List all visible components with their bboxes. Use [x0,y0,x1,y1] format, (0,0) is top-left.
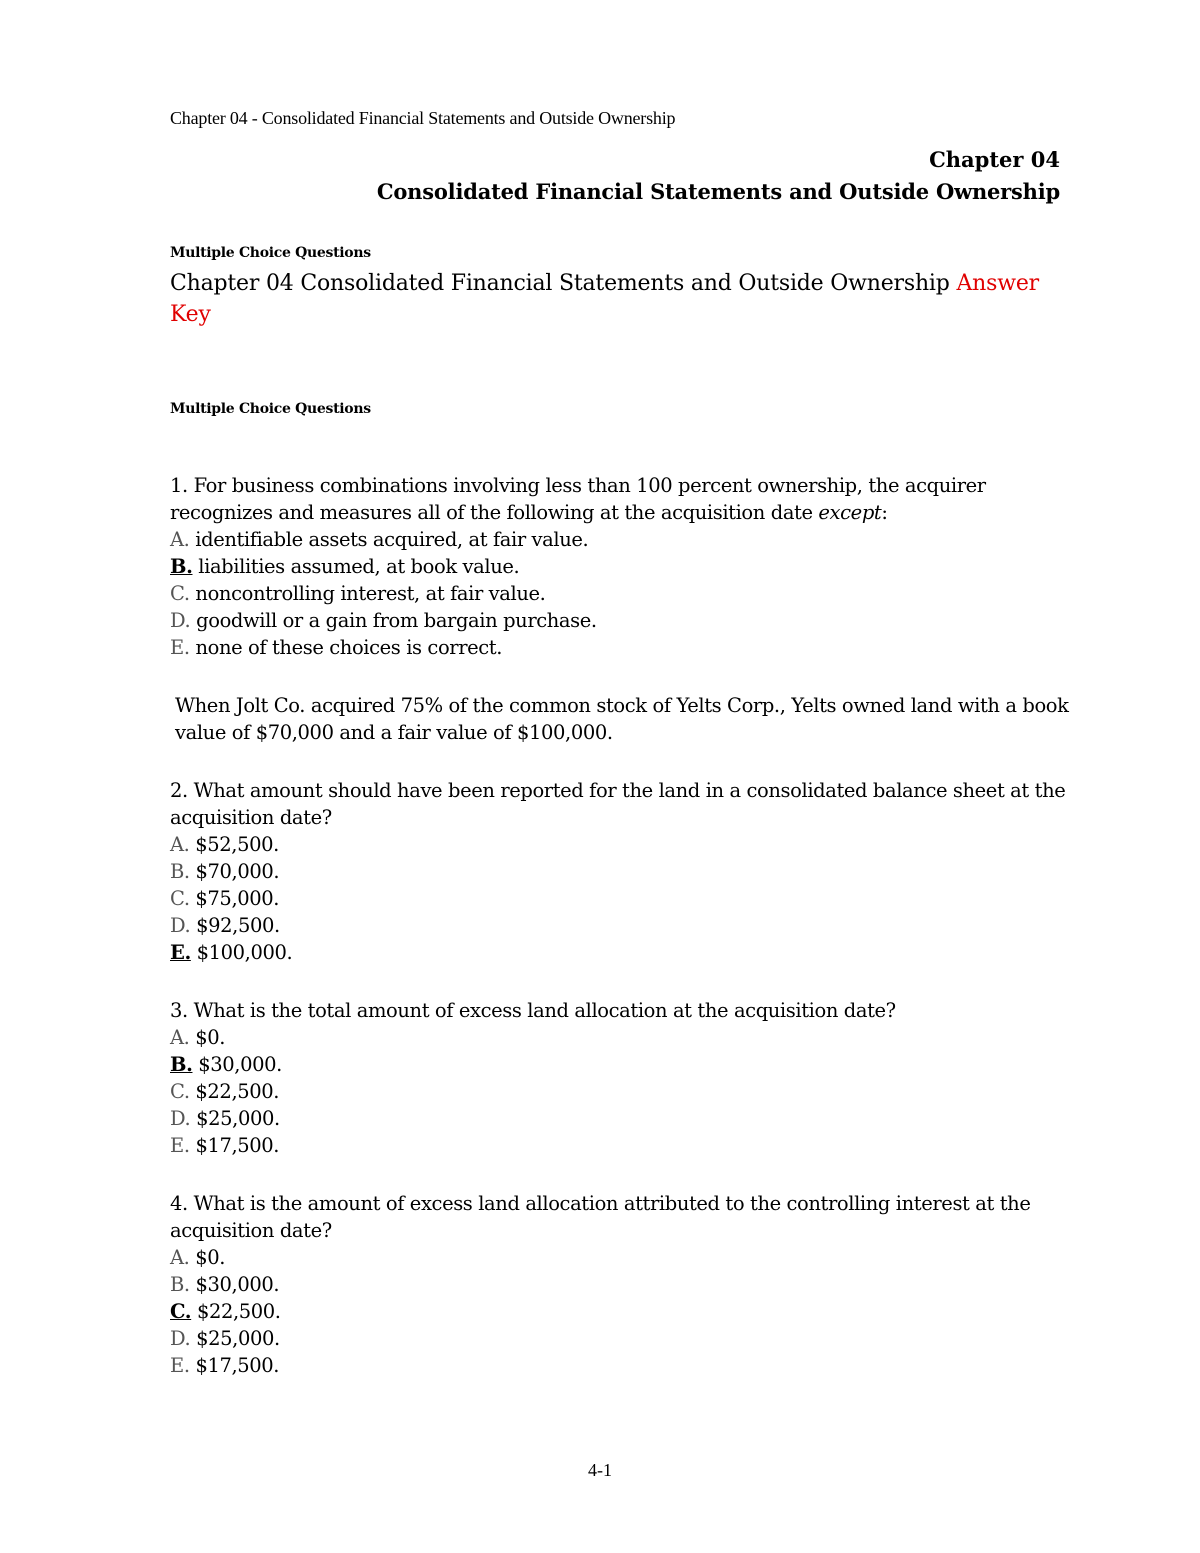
option-text: none of these choices is correct. [189,636,503,659]
option-letter: A. [170,1026,190,1049]
option-letter: D. [170,914,191,937]
scenario-text: When Jolt Co. acquired 75% of the common stock of Yelts Corp., Yelts owned land with a book value of $70,000 and a fair value of $100,000. [175,694,1069,744]
option-d [170,1325,1070,1352]
page-number: 4-1 [588,1460,612,1480]
option-letter: E. [170,1354,190,1377]
correct-option-letter: E. [170,941,191,964]
option-letter: C. [170,582,190,605]
option-a [170,526,1070,553]
questions-body [170,472,1070,1379]
option-letter: D. [170,1327,191,1350]
option-b [170,1271,1070,1298]
option-text: $30,000. [192,1053,282,1076]
option-d [170,1105,1070,1132]
option-a [170,1244,1070,1271]
option-e [170,1132,1070,1159]
question-3-text: 3. What is the total amount of excess land allocation at the acquisition date? [170,999,896,1022]
option-letter: D. [170,609,191,632]
question-1-emphasis: except [818,501,882,524]
section-label-2: Multiple Choice Questions [170,401,371,417]
question-4 [170,1190,1070,1379]
option-text: $25,000. [190,1327,280,1350]
option-text: $52,500. [189,833,279,856]
option-text: $25,000. [190,1107,280,1130]
chapter-title: Consolidated Financial Statements and Outside Ownership [376,179,1060,204]
option-b [170,858,1070,885]
option-text: $17,500. [189,1354,280,1377]
chapter-number: Chapter 04 [929,147,1060,172]
option-c-correct [170,1298,1070,1325]
option-text: $22,500. [191,1300,281,1323]
option-text: $22,500. [189,1080,280,1103]
option-text: $17,500. [189,1134,280,1157]
option-letter: A. [170,528,190,551]
option-text: $70,000. [189,860,280,883]
question-1-suffix: : [881,501,888,524]
option-text: $30,000. [189,1273,280,1296]
option-e [170,634,1070,661]
option-b-correct [170,553,1070,580]
correct-option-letter: B. [170,1053,193,1076]
option-d [170,912,1070,939]
option-b-correct [170,1051,1070,1078]
option-letter: B. [170,860,190,883]
question-4-text: 4. What is the amount of excess land allocation attributed to the controlling interest at the acquisition date? [170,1192,1031,1242]
option-e [170,1352,1070,1379]
option-c [170,580,1070,607]
answer-key-word: Answer Key [170,271,1039,327]
option-letter: E. [170,636,190,659]
question-1-text: 1. For business combinations involving less than 100 percent ownership, the acquirer recognizes and measures all of the following at the acquisition date [170,474,986,524]
correct-option-letter: C. [170,1300,192,1323]
option-c [170,885,1070,912]
running-head: Chapter 04 - Consolidated Financial Statements and Outside Ownership [170,108,676,128]
option-text: noncontrolling interest, at fair value. [189,582,546,605]
question-3 [170,997,1070,1159]
option-a [170,1024,1070,1051]
answer-key-title [170,268,1070,330]
option-text: $75,000. [189,887,280,910]
spacer [170,966,1070,997]
option-letter: A. [170,833,190,856]
question-2-text: 2. What amount should have been reported for the land in a consolidated balance sheet at the acquisition date? [170,779,1066,829]
option-text: $100,000. [190,941,293,964]
spacer [170,746,1070,777]
option-letter: D. [170,1107,191,1130]
option-letter: C. [170,887,190,910]
option-a [170,831,1070,858]
option-c [170,1078,1070,1105]
question-text [170,472,1070,526]
option-text: identifiable assets acquired, at fair value. [189,528,589,551]
question-2 [170,777,1070,966]
option-d [170,607,1070,634]
spacer [170,661,1070,692]
question-1 [170,472,1070,661]
option-text: goodwill or a gain from bargain purchase. [190,609,597,632]
answer-key-title-text: Chapter 04 Consolidated Financial Statements and Outside Ownership [170,271,950,296]
option-text: $92,500. [190,914,280,937]
option-letter: C. [170,1080,190,1103]
option-text: $0. [189,1246,226,1269]
title-block [377,144,1060,208]
section-label: Multiple Choice Questions [170,245,371,261]
correct-option-letter: B. [170,555,193,578]
option-letter: A. [170,1246,190,1269]
option-e-correct [170,939,1070,966]
spacer [170,1159,1070,1190]
option-text: $0. [189,1026,226,1049]
option-text: liabilities assumed, at book value. [192,555,520,578]
option-letter: B. [170,1273,190,1296]
option-letter: E. [170,1134,190,1157]
